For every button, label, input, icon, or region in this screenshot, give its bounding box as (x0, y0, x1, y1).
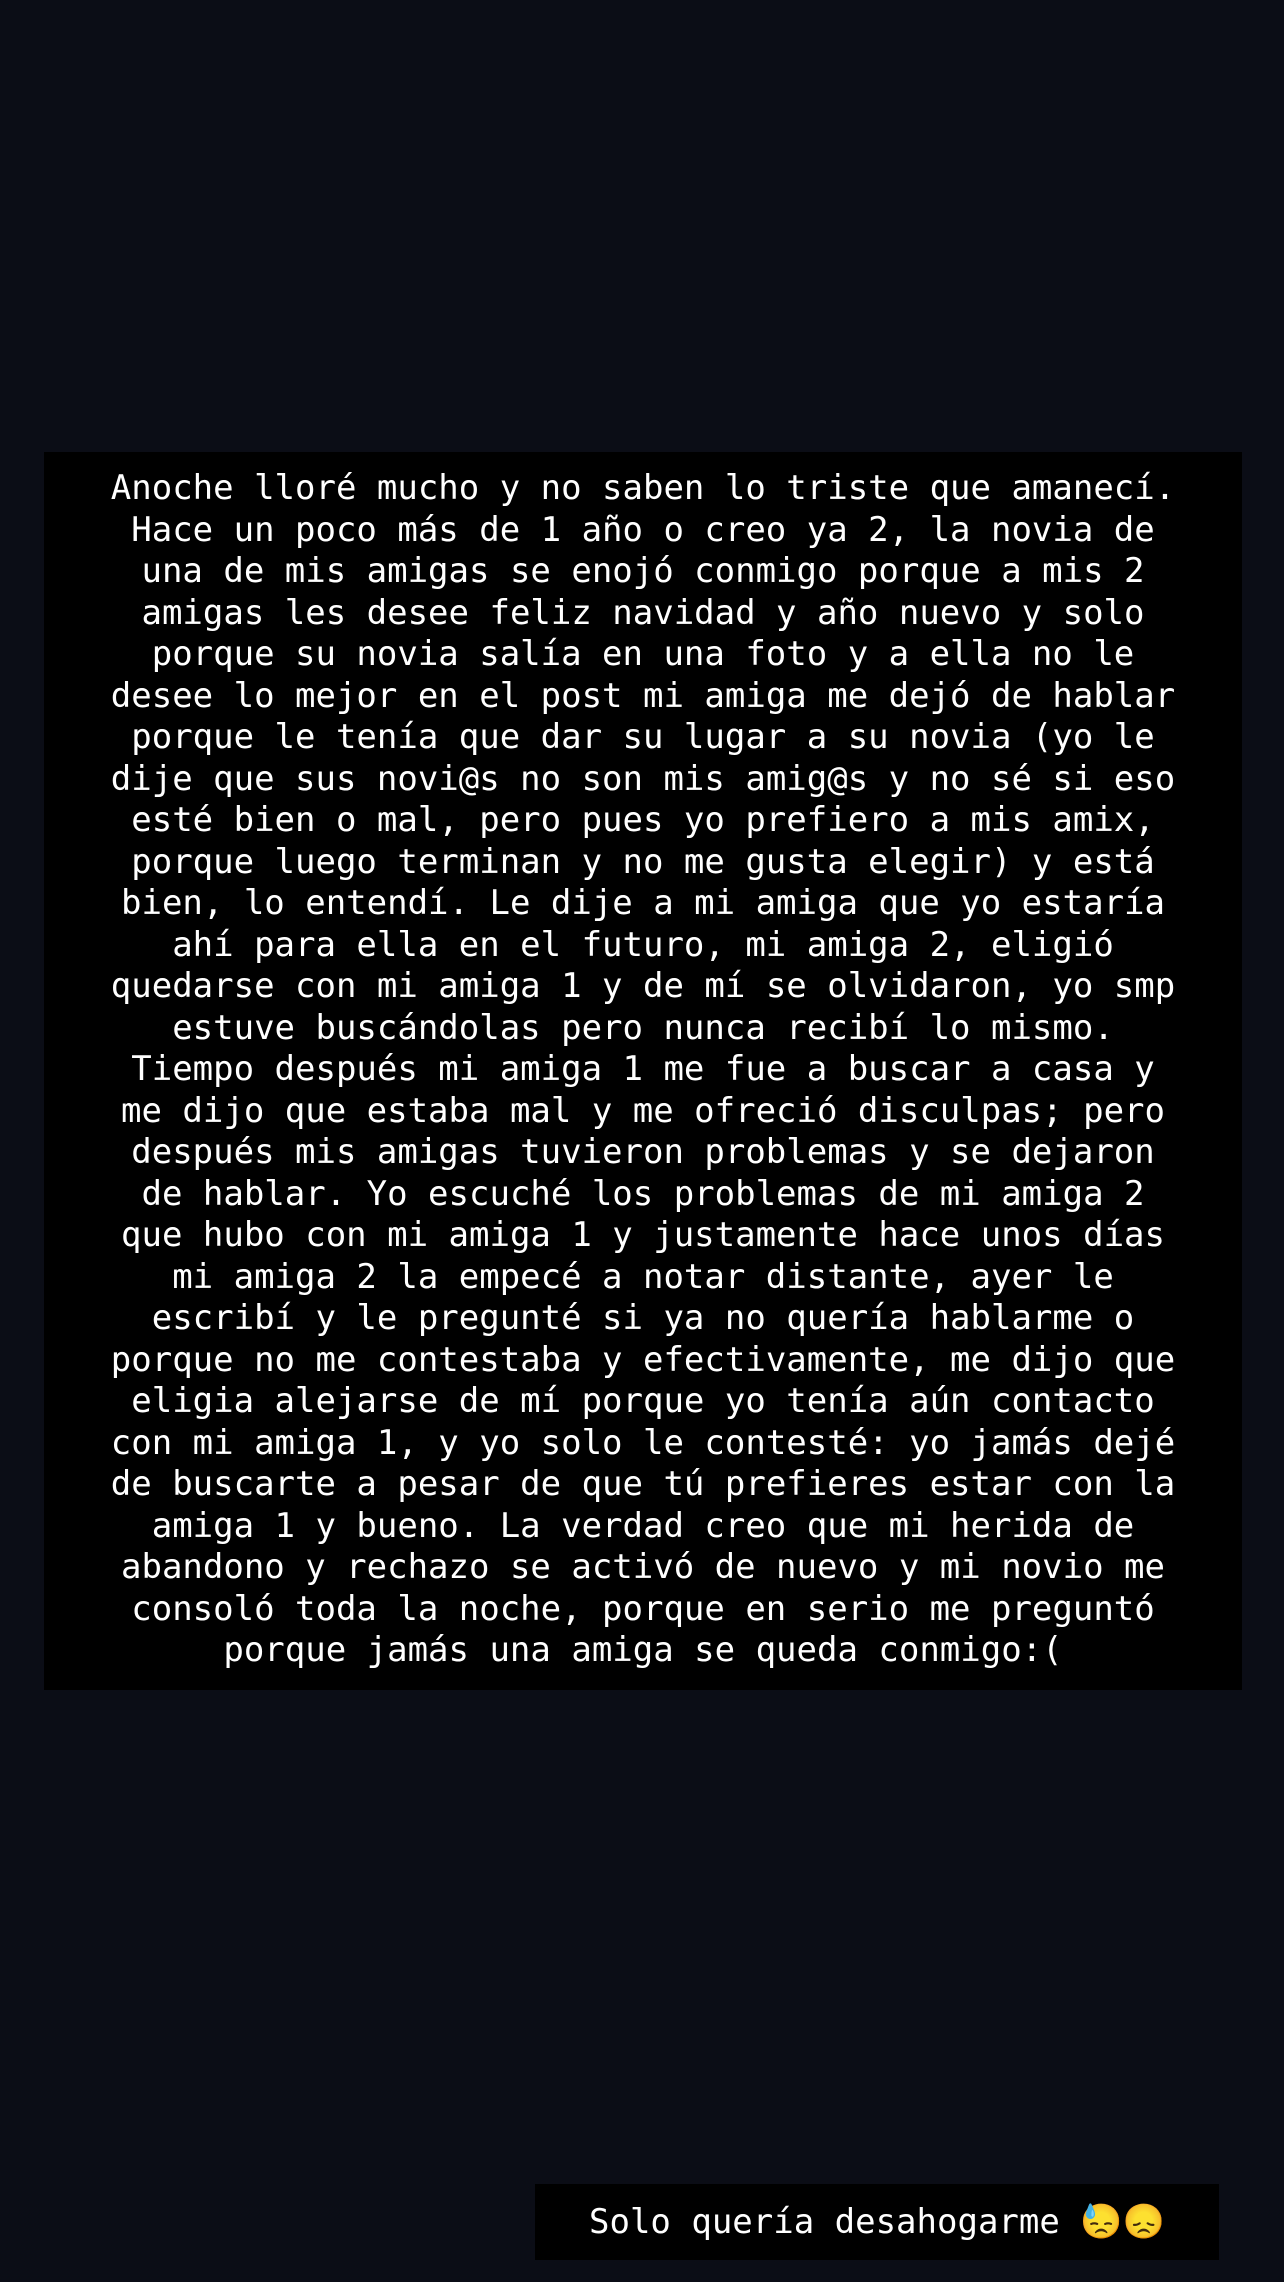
story-text-line: que hubo con mi amiga 1 y justamente hace unos días (121, 1215, 1165, 1255)
story-text-line: consoló toda la noche, porque en serio me preguntó (131, 1588, 1155, 1629)
story-text-line: esté bien o mal, pero pues yo prefiero a mis amix, (131, 800, 1155, 840)
story-text-line: porque no me contestaba y efectivamente, me dijo que (110, 1339, 1176, 1380)
story-text-line: Anoche lloré mucho y no saben lo triste que amanecí. (110, 468, 1176, 508)
story-text-line: desee lo mejor en el post mi amiga me dejó de hablar (110, 675, 1176, 716)
story-text-line: Tiempo después mi amiga 1 me fue a buscar a casa y (131, 1049, 1155, 1089)
story-text-line: con mi amiga 1, y yo solo le contesté: yo jamás dejé (110, 1422, 1176, 1463)
story-text-line: eligia alejarse de mí porque yo tenía aún contacto (131, 1381, 1155, 1421)
story-text-line: amigas les desee feliz navidad y año nuevo y solo (141, 592, 1145, 633)
story-text-line: de buscarte a pesar de que tú prefieres estar con la (110, 1464, 1176, 1504)
story-text-line: de hablar. Yo escuché los problemas de mi amiga 2 (141, 1173, 1145, 1214)
story-text-line: dije que sus novi@s no son mis amig@s y no sé si eso (110, 758, 1176, 799)
story-text-line: porque jamás una amiga se queda conmigo:( (223, 1630, 1063, 1670)
story-text-line: bien, lo entendí. Le dije a mi amiga que yo estaría (121, 883, 1165, 923)
story-text-line: amiga 1 y bueno. La verdad creo que mi herida de (151, 1505, 1135, 1546)
story-caption-block (535, 2184, 1219, 2260)
story-text-line: estuve buscándolas pero nunca recibí lo mismo. (172, 1007, 1114, 1048)
story-text-line: quedarse con mi amiga 1 y de mí se olvidaron, yo smp (110, 966, 1176, 1006)
story-text-line: Hace un poco más de 1 año o creo ya 2, la novia de (131, 509, 1155, 550)
story-text-line: mi amiga 2 la empecé a notar distante, ayer le (172, 1256, 1114, 1297)
story-text-line: una de mis amigas se enojó conmigo porque a mis 2 (141, 551, 1145, 591)
story-text-line: porque le tenía que dar su lugar a su novia (yo le (131, 717, 1155, 757)
story-text-line: después mis amigas tuvieron problemas y se dejaron (131, 1132, 1155, 1172)
story-caption-text: Solo quería desahogarme 😓😞 (589, 2202, 1165, 2242)
story-text-line: porque su novia salía en una foto y a ella no le (151, 634, 1135, 674)
story-text-block (44, 452, 1242, 1690)
story-text-line: porque luego terminan y no me gusta elegir) y está (131, 841, 1155, 882)
story-text-line: me dijo que estaba mal y me ofreció disculpas; pero (121, 1090, 1165, 1131)
story-text-line: abandono y rechazo se activó de nuevo y mi novio me (121, 1547, 1165, 1587)
story-text-line: ahí para ella en el futuro, mi amiga 2, eligió (172, 924, 1114, 965)
story-text-line: escribí y le pregunté si ya no quería hablarme o (151, 1298, 1135, 1338)
